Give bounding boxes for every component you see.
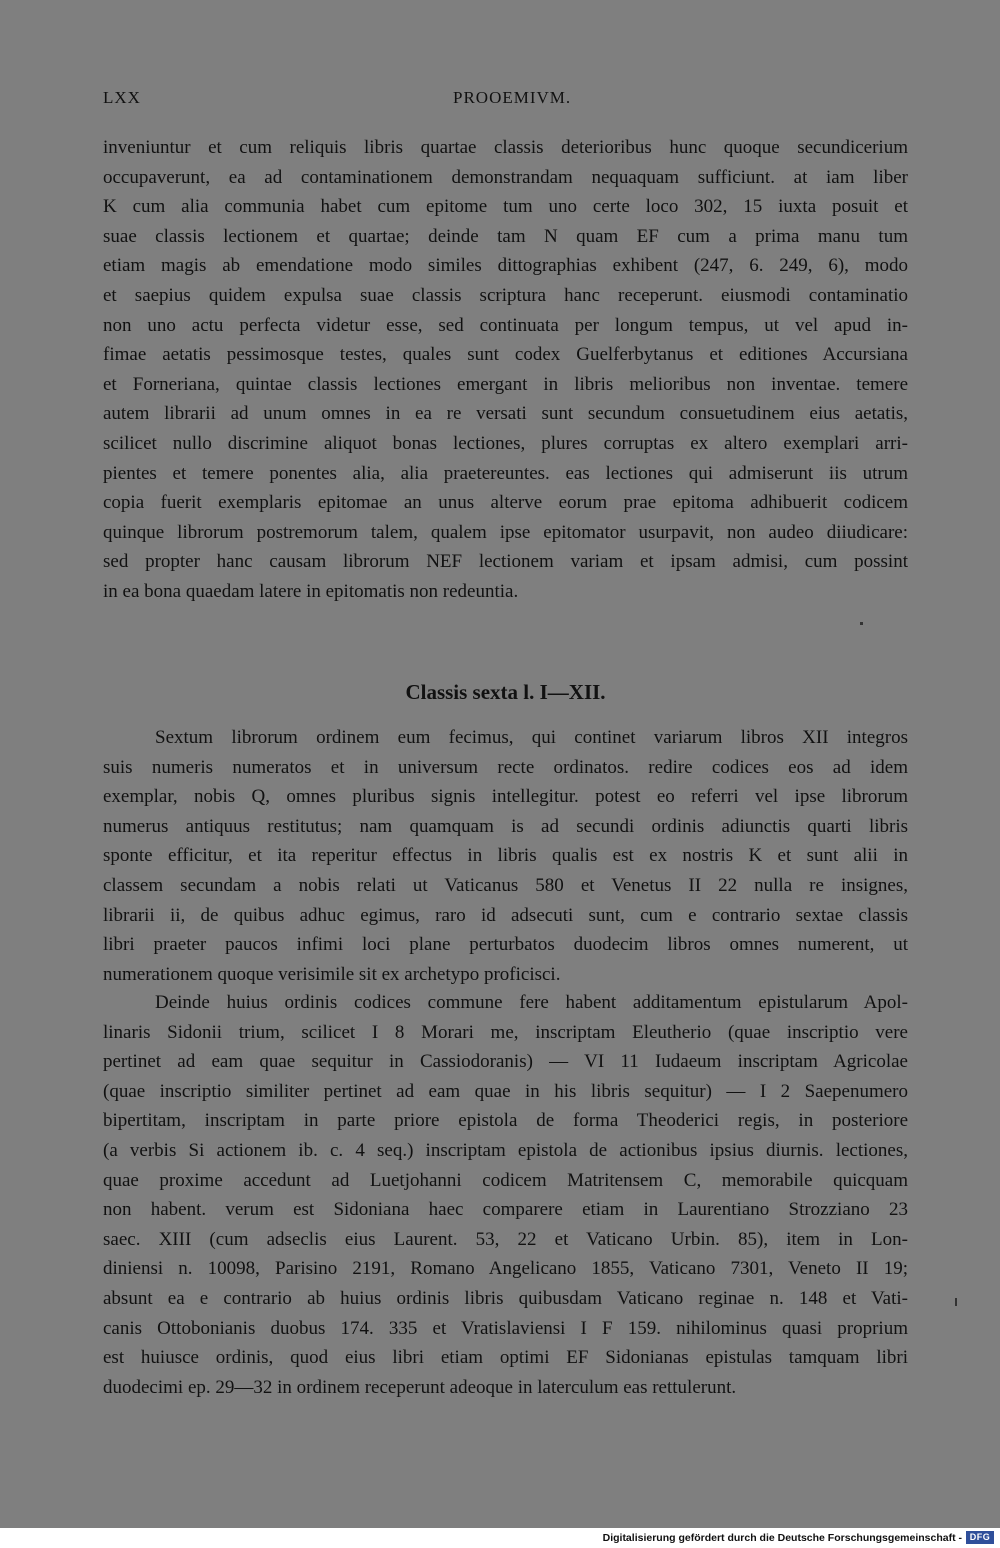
text-line: librarii ii, de quibus adhuc egimus, raro id adsecuti sunt, cum e contrario sextae classis xyxy=(103,904,908,926)
text-line: autem librarii ad unum omnes in ea re versati sunt secundum consuetudinem eius aetatis, xyxy=(103,403,908,425)
text-line: numerus antiquus restitutus; nam quamquam is ad secundi ordinis adiunctis quarti libris xyxy=(103,815,908,837)
text-line: pertinet ad eam quae sequitur in Cassiodoranis) — VI 11 Iudaeum inscriptam Agricolae xyxy=(103,1051,908,1073)
speck-mark xyxy=(860,622,863,625)
text-line: numerationem quoque verisimile sit ex archetypo proficisci. xyxy=(103,963,561,985)
text-line: scilicet nullo discrimine aliquot bonas lectiones, plures corruptas ex altero exemplari arri- xyxy=(103,432,908,454)
text-line: non uno actu perfecta videtur esse, sed continuata per longum tempus, ut vel apud in- xyxy=(103,314,908,336)
text-line: et saepius quidem expulsa suae classis scriptura hanc receperunt. eiusmodi contaminatio xyxy=(103,284,908,306)
text-line: bipertitam, inscriptam in parte priore epistola de forma Theoderici regis, in posteriore xyxy=(103,1110,908,1132)
paragraph-continuation xyxy=(103,133,908,607)
text-line: sponte efficitur, et ita reperitur effectus in libris qualis est ex nostris K et sunt alii in xyxy=(103,845,908,867)
text-line: non habent. verum est Sidoniana haec comparere etiam in Laurentiano Strozziano 23 xyxy=(103,1199,908,1221)
text-line: est huiusce ordinis, quod eius libri etiam optimi EF Sidonianas epistulas tamquam libri xyxy=(103,1347,908,1369)
text-line: copia fuerit exemplaris epitomae an unus alterve eorum prae epitoma adhibuerit codicem xyxy=(103,492,908,514)
speck-mark xyxy=(955,1298,957,1306)
section-heading: Classis sexta l. I—XII. xyxy=(405,680,606,704)
text-line: et Forneriana, quintae classis lectiones emergant in libris melioribus non inventae. temere xyxy=(103,373,908,395)
paragraph-sextum xyxy=(103,723,908,989)
text-line: exemplar, nobis Q, omnes pluribus signis intellegitur. potest eo referri vel ipse librorum xyxy=(103,786,908,808)
text-line: absunt ea e contrario ab huius ordinis libris quibusdam Vaticano reginae n. 148 et Vati- xyxy=(103,1287,908,1309)
text-line: pientes et temere ponentes alia, alia praetereuntes. eas lectiones qui admiserunt iis utrum xyxy=(103,462,908,484)
funding-credit: Digitalisierung gefördert durch die Deutsche Forschungsgemeinschaft - xyxy=(602,1532,962,1544)
text-line: diniensi n. 10098, Parisino 2191, Romano Angelicano 1855, Vaticano 7301, Veneto II 19; xyxy=(103,1258,908,1280)
text-line: K cum alia communia habet cum epitome tum uno certe loco 302, 15 iuxta posuit et xyxy=(103,196,908,218)
text-line: canis Ottobonianis duobus 174. 335 et Vratislaviensi I F 159. nihilominus quasi proprium xyxy=(103,1317,908,1339)
text-line: classem secundam a nobis relati ut Vaticanus 580 et Venetus II 22 nulla re insignes, xyxy=(103,874,908,896)
text-line: linaris Sidonii trium, scilicet I 8 Morari me, inscriptam Eleutherio (quae inscriptio vere xyxy=(103,1021,908,1043)
dfg-logo: DFG xyxy=(966,1531,994,1544)
text-line: suae classis lectionem et quartae; deinde tam N quam EF cum a prima manu tum xyxy=(103,225,908,247)
text-line: saec. XIII (cum adseclis eius Laurent. 53, 22 et Vaticano Urbin. 85), item in Lon- xyxy=(103,1228,908,1250)
text-line: inveniuntur et cum reliquis libris quartae classis deterioribus hunc quoque secundicerium xyxy=(103,137,908,158)
running-title: PROOEMIVM. xyxy=(453,88,572,107)
text-line: libri praeter paucos infimi loci plane perturbatos duodecim libros omnes numerent, ut xyxy=(103,934,908,956)
text-line: fimae aetatis pessimosque testes, quales sunt codex Guelferbytanus et editiones Accursiana xyxy=(103,344,908,366)
digitization-footer xyxy=(0,1528,1000,1548)
text-line: suis numeris numeratos et in universum recte ordinatos. redire codices eos ad idem xyxy=(103,756,908,778)
text-line: quae proxime accedunt ad Luetjohanni codicem Matritensem C, memorabile quicquam xyxy=(103,1169,908,1191)
text-line: duodecimi ep. 29—32 in ordinem receperunt adeoque in laterculum eas rettulerunt. xyxy=(103,1376,737,1398)
running-head xyxy=(103,88,908,112)
text-line: Sextum librorum ordinem eum fecimus, qui continet variarum libros XII integros xyxy=(155,727,908,748)
text-line: Deinde huius ordinis codices commune fere habent additamentum epistularum Apol- xyxy=(155,992,908,1013)
text-line: (quae inscriptio similiter pertinet ad eam quae in his libris sequitur) — I 2 Saepenumero xyxy=(103,1080,908,1102)
paragraph-deinde xyxy=(103,988,908,1402)
text-line: quinque librorum postremorum talem, qualem ipse epitomator usurpavit, non audeo diiudicare: xyxy=(103,521,908,543)
text-line: in ea bona quaedam latere in epitomatis non redeuntia. xyxy=(103,580,519,602)
text-line: (a verbis Si actionem ib. c. 4 seq.) inscriptam epistola de actionibus ipsius diurnis. lectiones, xyxy=(103,1139,908,1161)
text-line: sed propter hanc causam librorum NEF lectionem variam et ipsam admisi, cum possint xyxy=(103,551,908,573)
text-line: etiam magis ab emendatione modo similes dittographias exhibent (247, 6. 249, 6), modo xyxy=(103,255,908,277)
text-line: occupaverunt, ea ad contaminationem demonstrandam nequaquam sufficiunt. at iam liber xyxy=(103,166,908,188)
page-number: LXX xyxy=(103,88,141,107)
